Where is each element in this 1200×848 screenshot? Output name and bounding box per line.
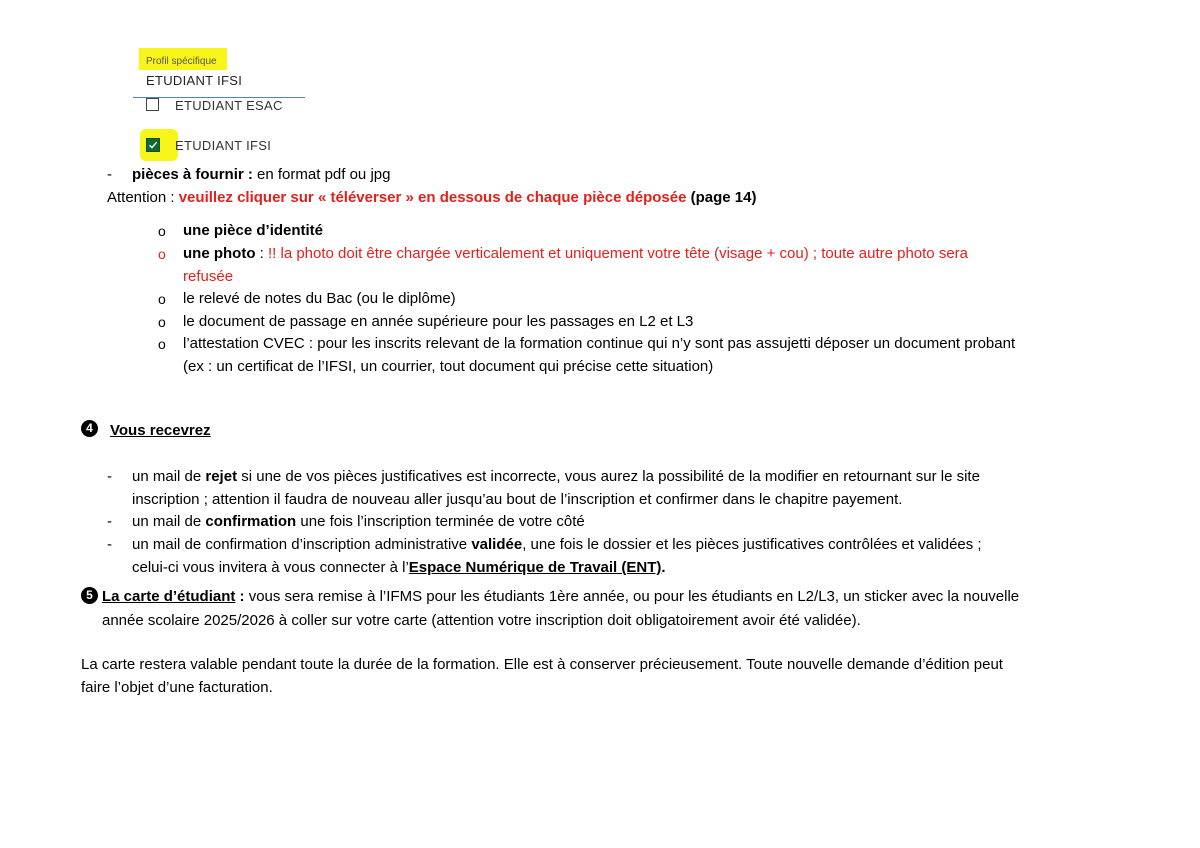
mail2-dash: - (107, 513, 112, 530)
mail1-line-cont: inscription ; attention il faudra de nouveau aller jusqu’au bout de l’inscription et confirmer dans le chapitre payement. (132, 491, 903, 508)
section-5-title: La carte d’étudiant (102, 588, 236, 605)
esac-option-label: ETUDIANT ESAC (175, 98, 283, 113)
mail2-confirmation: confirmation (205, 513, 297, 530)
section-5-line (102, 587, 1019, 607)
bullet-cvec: o (158, 336, 166, 352)
mail3-validee: validée (471, 536, 523, 553)
ifsi-checkbox-checked (146, 138, 160, 152)
mail2-a: un mail de (132, 513, 206, 530)
ifsi-option-label: ETUDIANT IFSI (175, 138, 272, 153)
section-4-number-icon: 4 (81, 420, 98, 437)
closing-line-2: faire l’objet d’une facturation. (81, 679, 273, 696)
section-5-text: vous sera remise à l’IFMS pour les étudiants 1ère année, ou pour les étudiants en L2/L3, un sticker avec la nouvelle (244, 588, 1020, 605)
mail2-line (132, 512, 585, 532)
attention-prefix: Attention : (107, 189, 179, 206)
attention-line (107, 188, 756, 208)
item-identity: une pièce d’identité (183, 222, 324, 239)
mail3-a: un mail de confirmation d’inscription administrative (132, 536, 472, 553)
photo-warning-cont: refusée (183, 268, 234, 285)
pieces-dash: - (107, 166, 112, 183)
bullet-releve: o (158, 291, 166, 307)
mail3-c: , une fois le dossier et les pièces justificatives contrôlées et validées ; (522, 536, 982, 553)
section-5-number-icon: 5 (81, 587, 98, 604)
bullet-identity: o (158, 223, 166, 239)
mail3-d: celui-ci vous invitera à vous connecter à l’ (132, 559, 409, 576)
item-photo (183, 244, 968, 264)
profile-field-label: Profil spécifique (146, 56, 217, 67)
closing-line-1: La carte restera valable pendant toute la durée de la formation. Elle est à conserver précieusement. Toute nouvelle demande d’édition peut (81, 656, 1003, 673)
mail3-f: . (661, 559, 666, 576)
item-cvec: l’attestation CVEC : pour les inscrits relevant de la formation continue qui n’y sont pas assujetti déposer un document probant (183, 335, 1016, 352)
ent-reference: Espace Numérique de Travail (ENT) (408, 559, 662, 576)
item-releve: le relevé de notes du Bac (ou le diplôme) (183, 290, 456, 307)
pieces-label: pièces à fournir : (132, 166, 253, 183)
attention-instruction: veuillez cliquer sur « téléverser » en dessous de chaque pièce déposée (178, 189, 687, 206)
section-4-title: Vous recevrez (110, 422, 211, 439)
photo-sep: : (255, 245, 268, 262)
esac-checkbox (146, 98, 159, 111)
bullet-passage: o (158, 314, 166, 330)
item-cvec-cont: (ex : un certificat de l’IFSI, un courrier, tout document qui précise cette situation) (183, 358, 714, 375)
profile-select-value: ETUDIANT IFSI (146, 73, 243, 88)
mail1-dash: - (107, 468, 112, 485)
checkmark-icon (148, 140, 158, 150)
mail3-dash: - (107, 536, 112, 553)
mail3-line-cont (132, 558, 666, 578)
section-5-colon: : (235, 588, 245, 605)
attention-page-ref: (page 14) (686, 189, 757, 206)
mail1-rejet: rejet (205, 468, 238, 485)
item-passage: le document de passage en année supérieure pour les passages en L2 et L3 (183, 313, 694, 330)
photo-warning: !! la photo doit être chargée verticalement et uniquement votre tête (visage + cou) ; toute autre photo sera (268, 245, 968, 262)
bullet-photo: o (158, 246, 166, 262)
mail3-line (132, 535, 982, 555)
mail2-c: une fois l’inscription terminée de votre côté (296, 513, 585, 530)
photo-label: une photo (183, 245, 256, 262)
pieces-format-text: en format pdf ou jpg (252, 166, 391, 183)
mail1-c: si une de vos pièces justificatives est incorrecte, vous aurez la possibilité de la modifier en retournant sur le site (237, 468, 980, 485)
pieces-line (132, 165, 390, 185)
mail1-a: un mail de (132, 468, 206, 485)
mail1-line (132, 467, 980, 487)
section-5-text-cont: année scolaire 2025/2026 à coller sur votre carte (attention votre inscription doit obligatoirement avoir été validée). (102, 612, 861, 629)
